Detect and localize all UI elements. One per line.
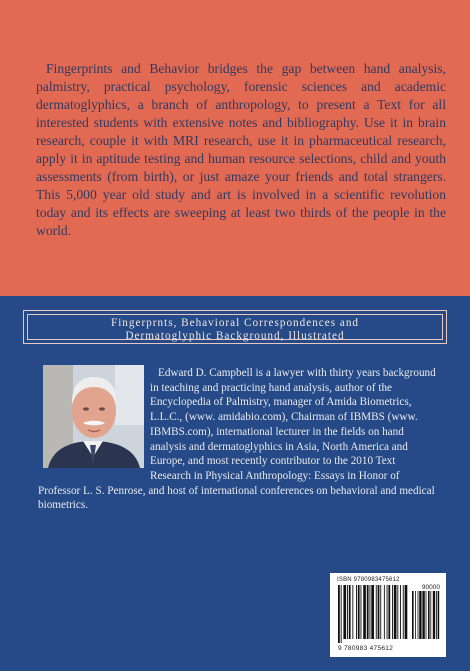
- barcode-icon: [336, 585, 440, 643]
- subtitle-line-1: Fingerprnts, Behavioral Correspondences and: [110, 317, 360, 329]
- barcode-area: [330, 573, 446, 657]
- isbn-label: ISBN 9780983475612: [337, 577, 400, 583]
- author-bio-block: [38, 366, 436, 513]
- blurb-panel: [0, 0, 470, 296]
- subtitle-banner-inner: [27, 314, 443, 340]
- subtitle-line-2: Dermatoglyphic Background, Illustrated: [125, 330, 345, 342]
- price-code: 90000: [421, 584, 440, 591]
- author-panel: [0, 296, 470, 671]
- subtitle-banner: [23, 310, 447, 344]
- blurb-text: Fingerprints and Behavior bridges the gap between hand analysis, palmistry, practical psychology, forensic sciences and academic dermatoglyphics, a branch of anthropology, to present a Text for all interested students with extensive notes and bibliography. Use it in brain research, couple it with MRI research, use it in pharmaceutical research, apply it in aptitude testing and human resource selections, child and youth assessments (from birth), or just amaze your friends and total strangers. This 5,000 year old study and art is involved in a scientific revolution today and its effects are sweeping at least two thirds of the people in the world.: [36, 61, 446, 238]
- author-bio: Edward D. Campbell is a lawyer with thirty years background in teaching and practicing hand analysis, author of the Encyclopedia of Palmistry, manager of Amida Biometrics, L.L.C., (www. amidabio.com), Chairman of IBMBS (www. IBMBS.com), international lecturer in the fields on hand analysis and dermatoglyphics in Asia, North America and Europe, and most recently contributor to the 2010 Text Research in Physical Anthropology: Essays in Honor of Professor L. S. Penrose, and host of international conferences on behavioral and medical biometrics.: [38, 367, 436, 512]
- barcode-digits: 9 780983 475612: [338, 645, 394, 652]
